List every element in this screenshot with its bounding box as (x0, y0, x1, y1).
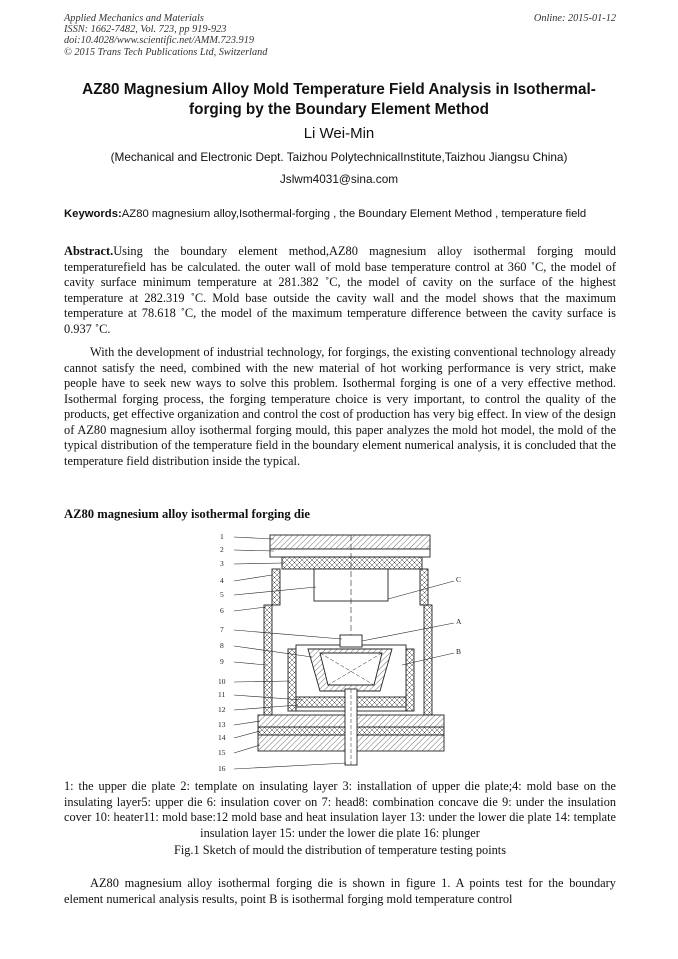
figure-label: 14 (218, 733, 226, 742)
mould-figure (212, 525, 472, 773)
figure-label: 8 (220, 641, 224, 650)
abstract-paragraph (64, 244, 616, 337)
author-name: Li Wei-Min (303, 125, 375, 142)
abstract-label: Abstract. (64, 244, 114, 258)
point-c-label: C (456, 575, 462, 584)
intro-paragraph: With the development of industrial technology, for forgings, the existing conventional technology already cannot satisfy the need, combined with the new material of hot working performance is very strict, make people have to seek new ways to solve this problem. Isothermal forging is one of a very effective method. Isothermal forging process, the forging temperature choice is very important, to control the quality of the products, get effective organization and control the cost of production has very big effect. In view of the design of AZ80 magnesium alloy isothermal forging mould, this paper analyzes the mold hot model, the mold of the typical distribution of the temperature field in the boundary element numerical analysis, it is concluded that the temperature field distribution inside the typical. (64, 345, 616, 468)
body-paragraph-3: AZ80 magnesium alloy isothermal forging die is shown in figure 1. A points test for the boundary element numerical analysis results, point B is isothermal forging mold temperature control (64, 876, 616, 906)
figure-label: 13 (218, 720, 226, 729)
left-insulation-cover (264, 605, 272, 715)
paper-title: AZ80 Magnesium Alloy Mold Temperature Field Analysis in Isothermal-forging by the Boundary Element Method (82, 81, 596, 118)
journal-name: Applied Mechanics and Materials (64, 13, 204, 24)
figure-label: 5 (220, 590, 224, 599)
figure-label: 3 (220, 559, 224, 568)
right-insulation-cover (424, 605, 432, 715)
abstract-text: Using the boundary element method,AZ80 magnesium alloy isothermal forging mould temperaturefield has be calculated. the outer wall of mold base temperature control at 360 ˚C, the model of cavity surface minimum temperature at 281.382 ˚C, the model of cavity on the surface of the highest temperature at 282.319 ˚C. Mold base outside the cavity wall and the model shows that the maximum temperature at 78.618 ˚C, the model of the maximum temperature difference between the cavity surface is 0.937 ˚C. (64, 244, 616, 336)
left-heater (288, 649, 296, 711)
point-a-label: A (456, 617, 462, 626)
figure-label: 12 (218, 705, 226, 714)
figure-label: 2 (220, 545, 224, 554)
figure-label: 4 (220, 576, 224, 585)
doi-line: doi:10.4028/www.scientific.net/AMM.723.919 (64, 35, 254, 47)
figure-label: 15 (218, 748, 226, 757)
figure-label: 9 (220, 657, 224, 666)
figure-label: 11 (218, 690, 226, 699)
right-heater (406, 649, 414, 711)
figure-caption: Fig.1 Sketch of mould the distribution of temperature testing points (174, 843, 506, 857)
copyright-line: © 2015 Trans Tech Publications Ltd, Switzerland (64, 46, 268, 58)
upper-die-plate (270, 535, 430, 549)
point-b-label: B (456, 647, 462, 656)
section-title: AZ80 magnesium alloy isothermal forging die (64, 507, 310, 521)
author-email: Jslwm4031@sina.com (279, 172, 399, 186)
keywords-label: Keywords: (64, 208, 122, 220)
figure-label: 6 (220, 606, 224, 615)
online-date: Online: 2015-01-12 (533, 13, 616, 24)
issn-line: ISSN: 1662-7482, Vol. 723, pp 919-923 (64, 24, 227, 36)
figure-label: 7 (220, 625, 224, 634)
figure-label: 1 (220, 532, 224, 541)
figure-label: 16 (218, 764, 226, 773)
figure-legend: 1: the upper die plate 2: template on insulating layer 3: installation of upper die plate;4: mold base on the insulating layer5: upper die 6: insulation cover on 7: head8: combination concave die 9: under the insulation cover 10: heater11: mold base:12 mold base and heat insulation layer 13: under the lower die plate 14: template insulation layer 15: under the lower die plate 16: plunger (64, 779, 616, 840)
upper-die-installation-plate (282, 557, 422, 569)
journal-header (64, 13, 267, 58)
keywords-text: AZ80 magnesium alloy,Isothermal-forging , the Boundary Element Method , temperature field (121, 208, 587, 220)
affiliation: (Mechanical and Electronic Dept. Taizhou PolytechnicalInstitute,Taizhou Jiangsu China) (110, 150, 568, 164)
head (340, 635, 362, 647)
keywords (64, 207, 616, 221)
figure-label: 10 (218, 677, 226, 686)
